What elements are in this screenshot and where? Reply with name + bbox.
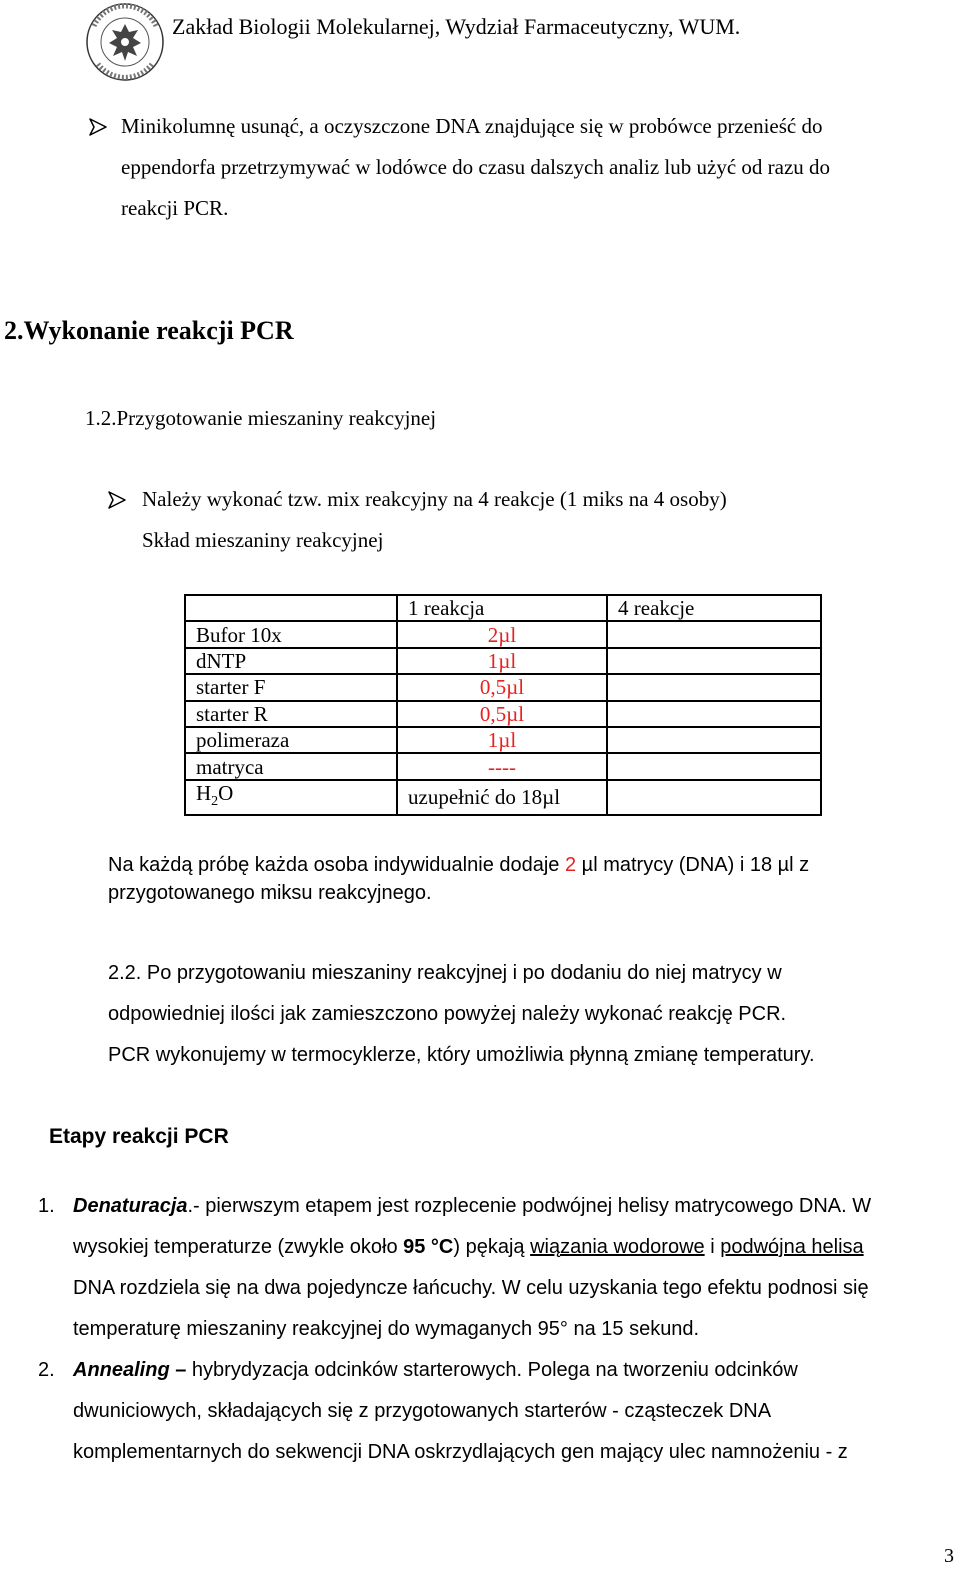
intro-line-1: Minikolumnę usunąć, a oczyszczone DNA znajdujące się w probówce przenieść do (121, 114, 823, 138)
term-denaturacja: Denaturacja (73, 1195, 188, 1217)
table-row (185, 621, 821, 647)
ingredient-value-4 (607, 701, 821, 727)
ingredient-name: polimeraza (185, 727, 397, 753)
link-podwojna-helisa[interactable]: podwójna helisa (720, 1236, 864, 1258)
note-line-2: przygotowanego miksu reakcyjnego. (108, 882, 432, 904)
university-seal-logo (84, 2, 166, 82)
item1-line-4: temperaturę mieszaniny reakcyjnej do wymaganych 95° na 15 sekund. (73, 1318, 700, 1340)
ingredient-value: ---- (397, 753, 607, 779)
ingredient-value: 0,5µl (397, 674, 607, 700)
table-header-cell: 1 reakcja (397, 595, 607, 621)
list-number: 1. (38, 1195, 55, 1217)
ingredient-name: Bufor 10x (185, 621, 397, 647)
subsection-heading: 1.2.Przygotowanie mieszaniny reakcyjnej (85, 406, 437, 430)
ingredient-value: 0,5µl (397, 701, 607, 727)
ingredient-value: uzupełnić do 18µl (397, 780, 607, 815)
item2-line-3: komplementarnych do sekwencji DNA oskrzydlających gen mający ulec namnożeniu - z (73, 1441, 848, 1463)
ingredient-value-4 (607, 621, 821, 647)
arrow-bullet-icon (107, 490, 127, 510)
ingredient-value-4 (607, 753, 821, 779)
list-number: 2. (38, 1359, 55, 1381)
ingredient-value: 1µl (397, 648, 607, 674)
table-row (185, 753, 821, 779)
para22-line-3: PCR wykonujemy w termocyklerze, który umożliwia płynną zmianę temperatury. (108, 1044, 815, 1066)
ingredient-value-4 (607, 674, 821, 700)
item1-line-3: DNA rozdziela się na dwa pojedyncze łańcuchy. W celu uzyskania tego efektu podnosi się (73, 1277, 869, 1299)
para22-line-2: odpowiedniej ilości jak zamieszczono powyżej należy wykonać reakcję PCR. (108, 1003, 787, 1025)
table-header-cell (185, 595, 397, 621)
item2-line-1: Annealing – hybrydyzacja odcinków starterowych. Polega na tworzeniu odcinków (73, 1359, 798, 1381)
page-number: 3 (944, 1545, 954, 1567)
item1-line-2: wysokiej temperaturze (zwykle około 95 °C) pękają wiązania wodorowe i podwójna helisa (73, 1236, 864, 1258)
arrow-bullet-icon (88, 117, 108, 137)
term-annealing: Annealing (73, 1359, 170, 1381)
section-heading: 2.Wykonanie reakcji PCR (4, 316, 294, 345)
note-red-value: 2 (564, 854, 577, 876)
intro-line-3: reakcji PCR. (121, 196, 229, 220)
note-line-1: Na każdą próbę każda osoba indywidualnie dodaje 2 µl matrycy (DNA) i 18 µl z (108, 854, 810, 876)
stages-heading: Etapy reakcji PCR (49, 1125, 229, 1148)
ingredient-value-4 (607, 648, 821, 674)
header-title: Zakład Biologii Molekularnej, Wydział Farmaceutyczny, WUM. (172, 14, 741, 39)
ingredient-value-4 (607, 727, 821, 753)
item1-line-1: Denaturacja.- pierwszym etapem jest rozplecenie podwójnej helisy matrycowego DNA. W (73, 1195, 872, 1217)
mix-composition-table (184, 594, 822, 816)
ingredient-name: matryca (185, 753, 397, 779)
ingredient-value: 2µl (397, 621, 607, 647)
table-header-row (185, 595, 821, 621)
intro-line-2: eppendorfa przetrzymywać w lodówce do czasu dalszych analiz lub użyć od razu do (121, 155, 831, 179)
table-row (185, 648, 821, 674)
item2-line-2: dwuniciowych, składających się z przygotowanych starterów - cząsteczek DNA (73, 1400, 772, 1422)
composition-label: Skład mieszaniny reakcyjnej (142, 528, 384, 552)
para22-line-1: 2.2. Po przygotowaniu mieszaniny reakcyjnej i po dodaniu do niej matrycy w (108, 962, 782, 984)
ingredient-name-h2o: $H_2O$ (185, 780, 397, 815)
table-header-cell: 4 reakcje (607, 595, 821, 621)
ingredient-value: 1µl (397, 727, 607, 753)
ingredient-name: starter F (185, 674, 397, 700)
table-row (185, 701, 821, 727)
table-row (185, 780, 821, 815)
mix-bullet: Należy wykonać tzw. mix reakcyjny na 4 reakcje (1 miks na 4 osoby) (142, 487, 727, 511)
ingredient-value-4 (607, 780, 821, 815)
table-row (185, 727, 821, 753)
table-row (185, 674, 821, 700)
link-wiazania-wodorowe[interactable]: wiązania wodorowe (530, 1236, 705, 1258)
ingredient-name: starter R (185, 701, 397, 727)
ingredient-name: dNTP (185, 648, 397, 674)
